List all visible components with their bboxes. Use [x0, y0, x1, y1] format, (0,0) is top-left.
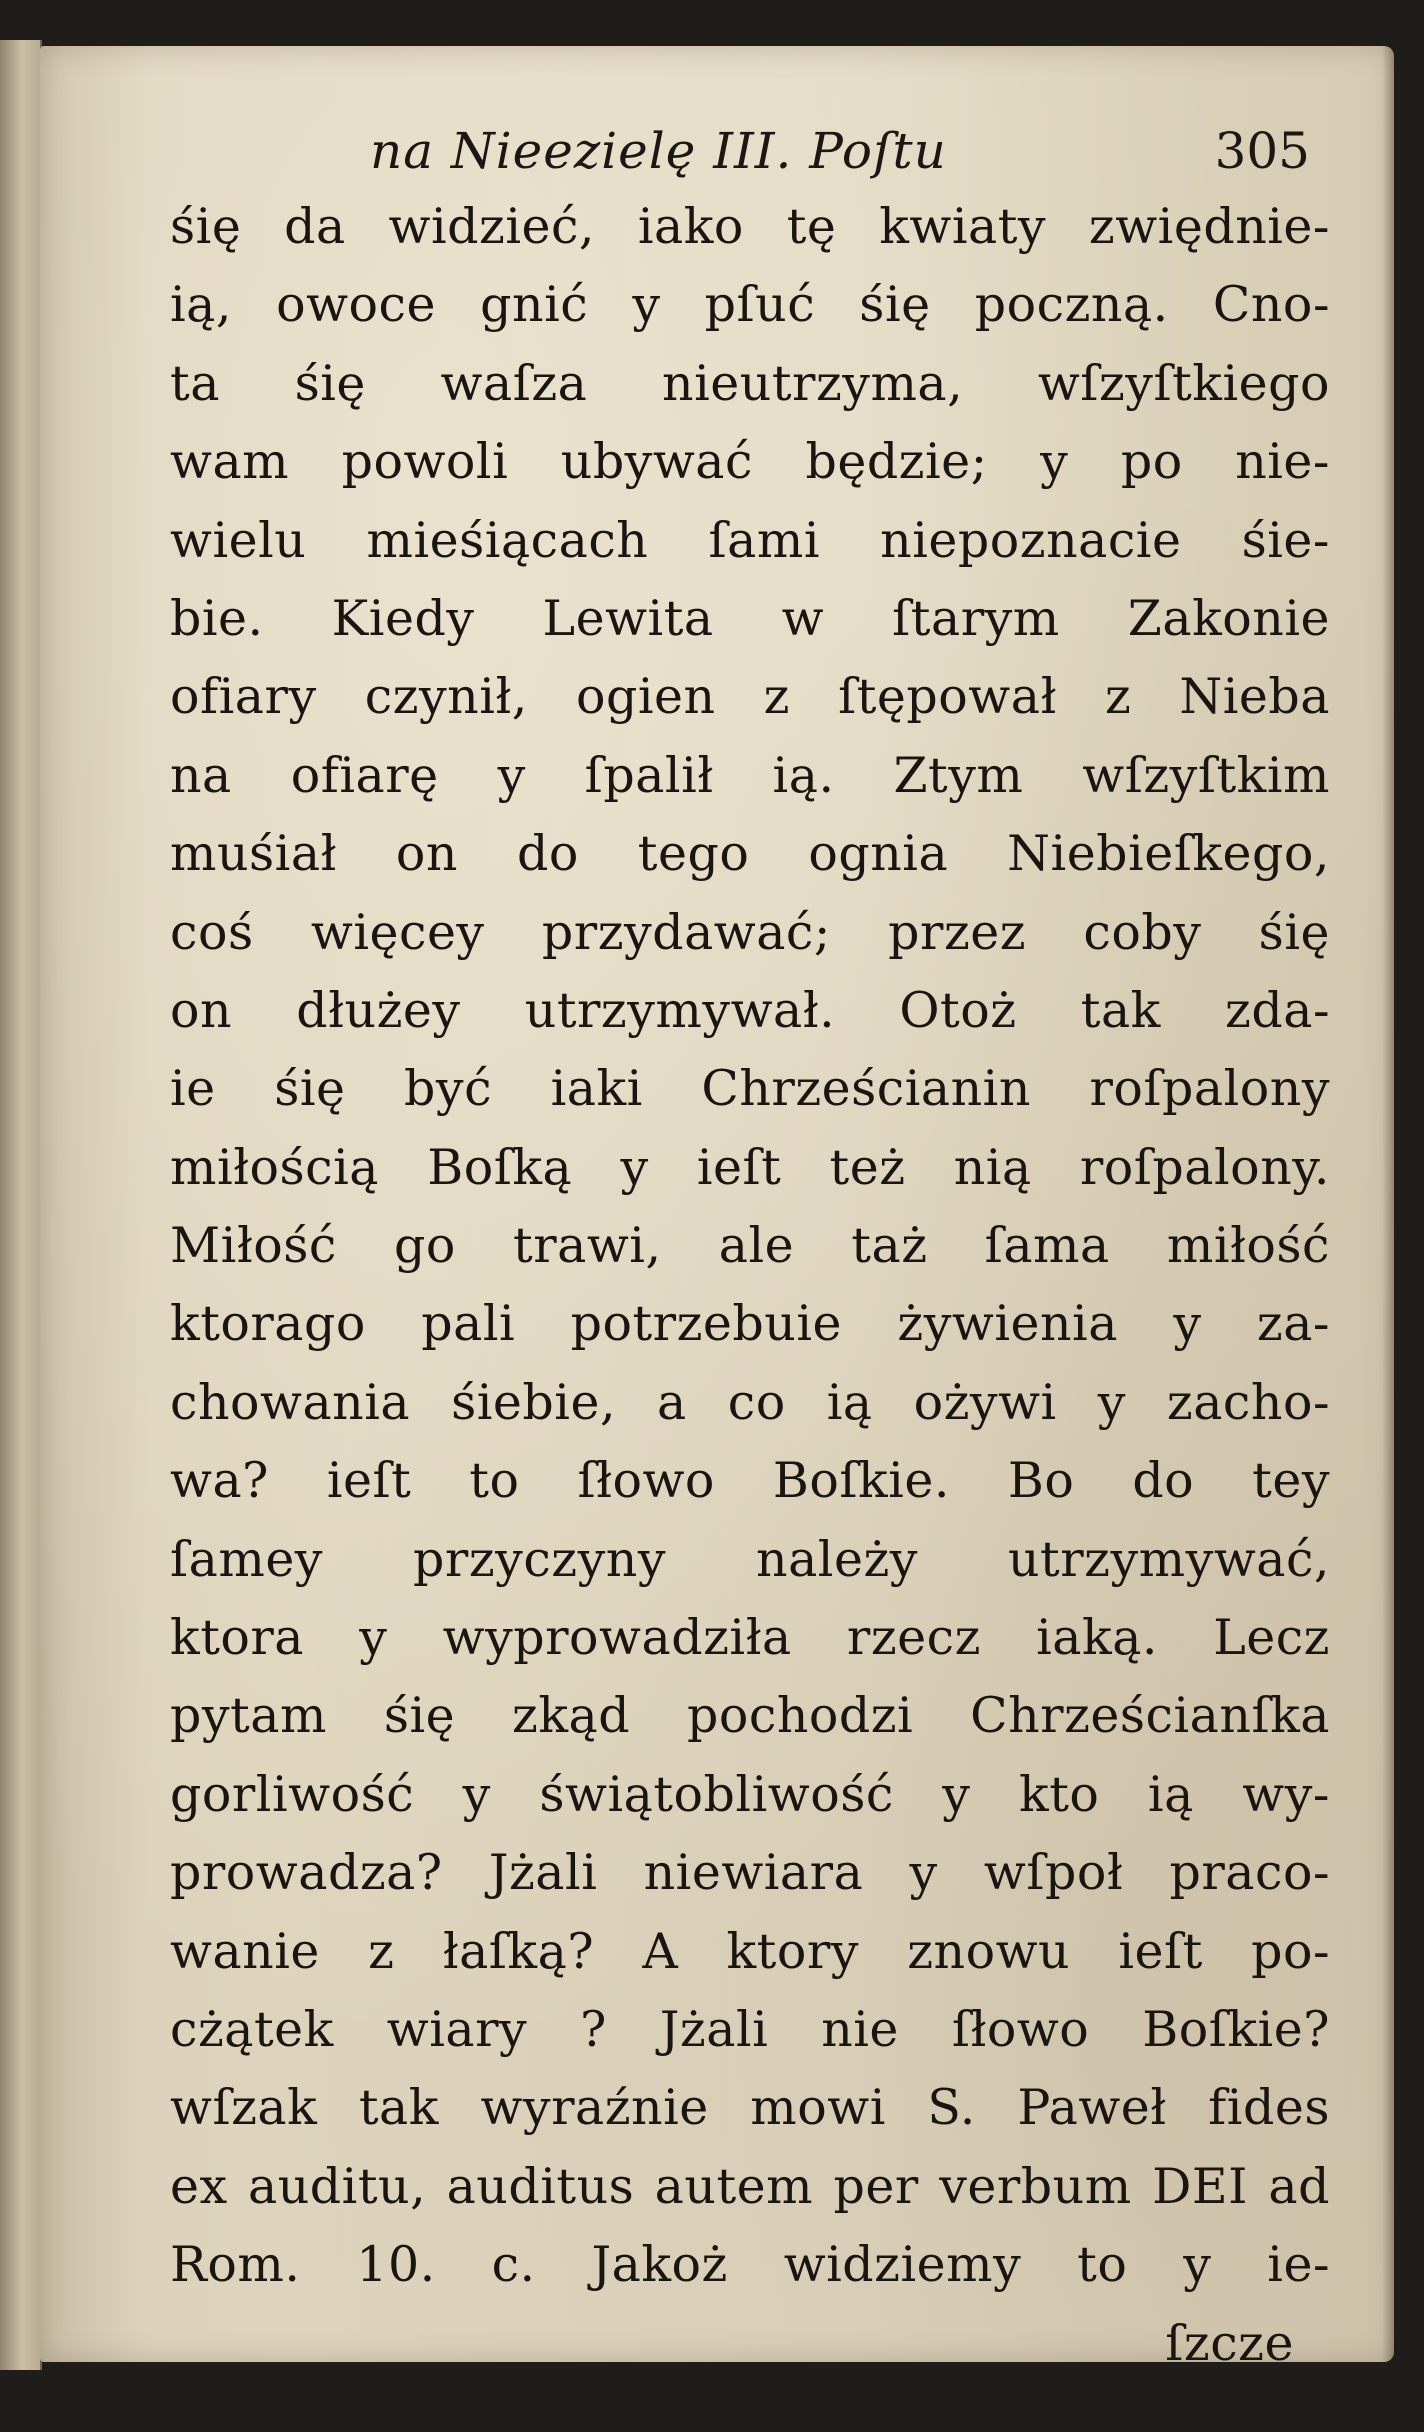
- body-text: [170, 188, 1330, 2383]
- text-line: ex auditu, auditus autem per verbum DEI ad: [170, 2157, 1330, 2215]
- text-line: chowania śiebie, a co ią ożywi y zacho-: [170, 1373, 1330, 1431]
- text-line: coś więcey przydawać; przez coby śię: [170, 903, 1330, 961]
- text-line: bie. Kiedy Lewita w ſtarym Zakonie: [170, 589, 1330, 647]
- text-line: wanie z łaſką? A ktory znowu ieſt po-: [170, 1922, 1330, 1980]
- text-line: ktora y wyprowadziła rzecz iaką. Lecz: [170, 1609, 1330, 1667]
- text-line: Miłość go trawi, ale taż ſama miłość: [170, 1217, 1330, 1275]
- text-line: ta śię waſza nieutrzyma, wſzyſtkiego: [170, 354, 1330, 412]
- text-line: Rom. 10. c. Jakoż widziemy to y ie-: [170, 2236, 1330, 2294]
- text-line: śię da widzieć, iako tę kwiaty zwiędnie-: [170, 198, 1330, 255]
- text-line: muśiał on do tego ognia Niebieſkego,: [170, 825, 1330, 883]
- text-line: pytam śię zkąd pochodzi Chrześcianſka: [170, 1687, 1330, 1745]
- text-line: ie śię być iaki Chrześcianin roſpalony: [170, 1060, 1330, 1118]
- text-line: wielu mieśiącach ſami niepoznacie śie-: [170, 511, 1330, 569]
- text-line: prowadza? Jżali niewiara y wſpoł praco-: [170, 1844, 1330, 1902]
- text-line: wam powoli ubywać będzie; y po nie-: [170, 433, 1330, 491]
- text-line: ią, owoce gnić y pſuć śię poczną. Cno-: [170, 276, 1330, 334]
- catchword: ſzcze: [1165, 2314, 1294, 2372]
- text-line: ofiary czynił, ogien z ſtępował z Nieba: [170, 668, 1330, 726]
- book-page: [40, 46, 1394, 2372]
- text-line: ſamey przyczyny należy utrzymywać,: [170, 1530, 1330, 1588]
- text-line: ktorago pali potrzebuie żywienia y za-: [170, 1295, 1330, 1353]
- previous-page-edge: [0, 40, 42, 2370]
- text-line: wſzak tak wyraźnie mowi S. Paweł fides: [170, 2079, 1330, 2137]
- text-line: cżątek wiary ? Jżali nie ſłowo Boſkie?: [170, 2000, 1330, 2058]
- text-line: miłością Boſką y ieſt też nią roſpalony.: [170, 1138, 1330, 1196]
- text-line: on dłużey utrzymywał. Otoż tak zda-: [170, 981, 1330, 1039]
- text-line: wa? ieſt to ſłowo Boſkie. Bo do tey: [170, 1452, 1330, 1510]
- text-line: na ofiarę y ſpalił ią. Ztym wſzyſtkim: [170, 746, 1330, 804]
- page-number: 305: [1214, 122, 1310, 180]
- page-edge-shadow: [1382, 46, 1394, 2362]
- text-line: gorliwość y świątobliwość y kto ią wy-: [170, 1765, 1330, 1823]
- running-head: na Nieezielę III. Poſtu: [370, 122, 947, 180]
